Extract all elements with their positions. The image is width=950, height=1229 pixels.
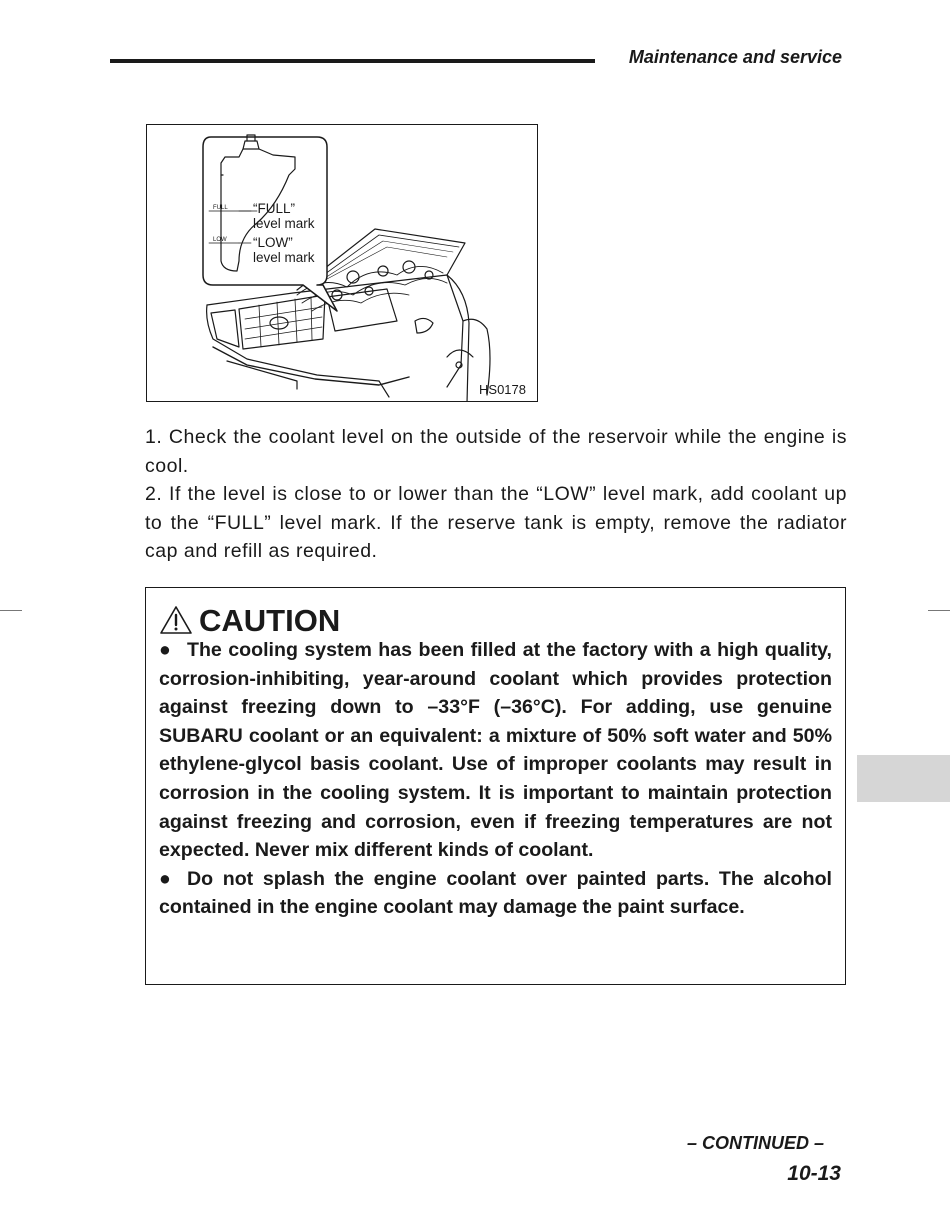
instruction-steps — [145, 423, 847, 566]
svg-text:LOW: LOW — [213, 237, 227, 243]
page-number: 10-13 — [787, 1162, 841, 1185]
caution-item-2 — [159, 865, 832, 922]
header-rule — [110, 59, 595, 63]
full-mark-label-line2: level mark — [253, 216, 315, 231]
bullet-icon: ● — [159, 639, 171, 661]
low-mark-label-line1: “LOW” — [253, 235, 293, 250]
warning-triangle-icon — [159, 605, 193, 635]
caution-item-1-text: The cooling system has been filled at the factory with a high quality, corrosion-inhibiting, year-around coolant which provides protection against freezing down to –33°F (–36°C). For adding, use genuine SUBARU coolant or an equivalent: a mixture of 50% soft water and 50% ethylene-glycol basis coolant. Use of improper coolants may result in corrosion in the cooling system. It is important to maintain protection against freezing and corrosion, even if freezing temperatures are not expected. Never mix different kinds of coolant. — [159, 639, 832, 862]
continued-label: – CONTINUED – — [686, 1133, 824, 1153]
svg-text:FULL: FULL — [213, 205, 228, 211]
coolant-reservoir-figure — [146, 124, 538, 402]
caution-item-1 — [159, 636, 832, 865]
caution-title: CAUTION — [199, 603, 341, 638]
section-title: Maintenance and service — [628, 47, 842, 67]
full-mark-label-line1: “FULL” — [253, 201, 296, 216]
crop-mark-right — [928, 610, 950, 611]
caution-item-2-text: Do not splash the engine coolant over painted parts. The alcohol contained in the engine coolant may damage the paint surface. — [159, 867, 832, 919]
crop-mark-left — [0, 610, 22, 611]
step-1: 1. Check the coolant level on the outside of the reservoir while the engine is cool. — [145, 426, 847, 477]
bullet-icon: ● — [159, 867, 171, 890]
caution-body — [159, 636, 832, 922]
figure-code: HS0178 — [479, 382, 526, 397]
step-2: 2. If the level is close to or lower than the “LOW” level mark, add coolant up to the “FULL” level mark. If the reserve tank is empty, remove the radiator cap and refill as required. — [145, 483, 847, 562]
section-thumb-tab — [857, 755, 950, 802]
low-mark-label-line2: level mark — [253, 250, 315, 265]
caution-header — [159, 597, 832, 639]
car-engine-illustration — [147, 125, 538, 402]
caution-box — [145, 587, 846, 985]
